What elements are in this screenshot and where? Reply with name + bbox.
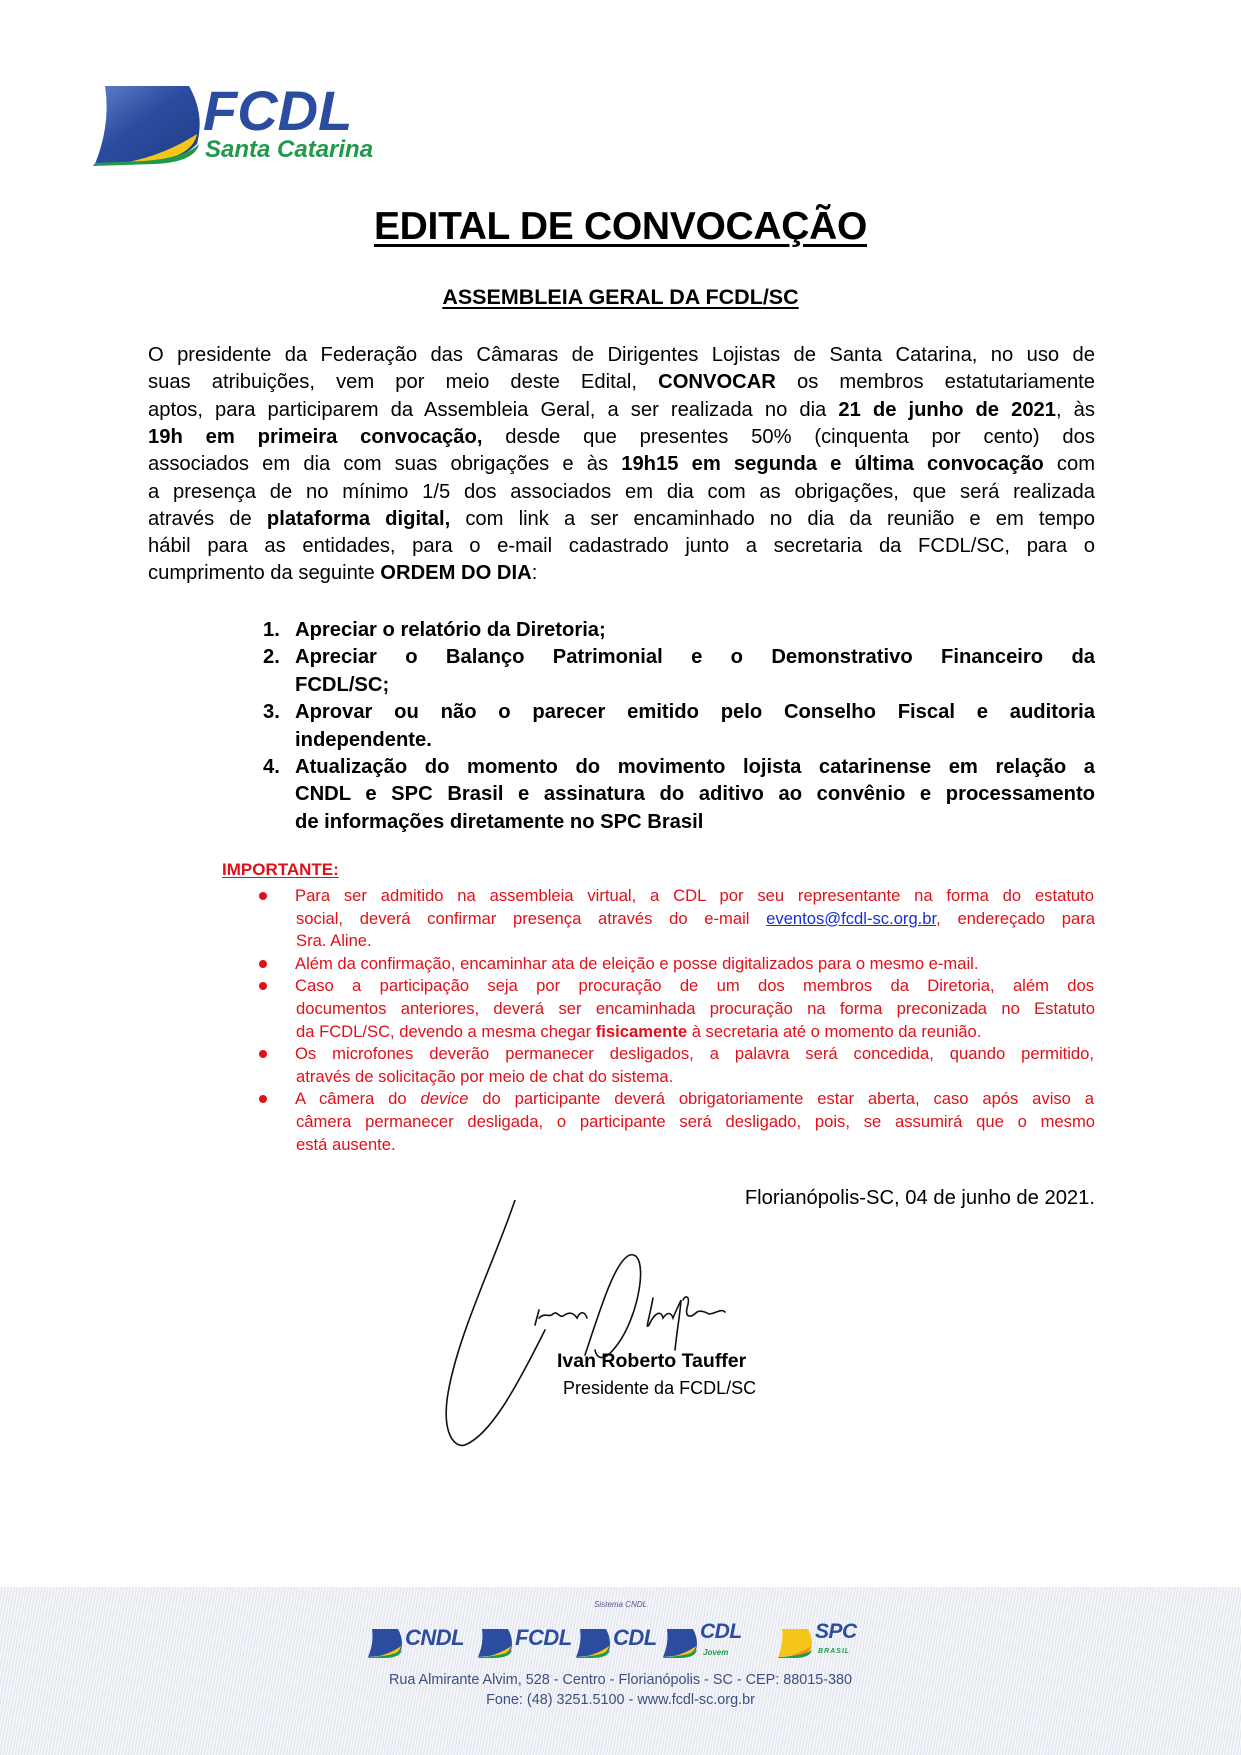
- footer-logo-mark-icon: [478, 1628, 514, 1658]
- fcdl-logo-mark-icon: [93, 84, 205, 166]
- bold-text: CONVOCAR: [658, 371, 776, 394]
- agenda-item-text: CNDL e SPC Brasil e assinatura do aditivo ao convênio e processamento: [295, 783, 1095, 806]
- text-segment: Os microfones deverão permanecer desligados, a palavra será concedida, quando permitido,: [295, 1044, 1094, 1064]
- agenda-item-text: Apreciar o Balanço Patrimonial e o Demonstrativo Financeiro da: [295, 646, 1095, 669]
- important-heading: IMPORTANTE:: [222, 860, 339, 879]
- paragraph-line: [148, 451, 1095, 478]
- important-item-line: [295, 1042, 1094, 1065]
- bullet-icon: [259, 892, 267, 900]
- bold-text: fisicamente: [595, 1021, 688, 1041]
- footer-logo-text: FCDL: [515, 1625, 572, 1650]
- text-segment: do participante deverá obrigatoriamente estar aberta, caso após aviso a: [468, 1089, 1094, 1109]
- paragraph-line: [148, 342, 1095, 369]
- signature-icon: [435, 1200, 855, 1450]
- paragraph-line: [148, 479, 1095, 506]
- footer-logo-mark-icon: [663, 1628, 699, 1658]
- subtitle-text: ASSEMBLEIA GERAL DA FCDL/SC: [442, 285, 799, 309]
- text-segment: aptos, para participarem da Assembleia Geral, a ser realizada no dia: [148, 398, 839, 421]
- bullet-icon: [259, 1050, 267, 1058]
- text-segment: Sra. Aline.: [296, 931, 372, 951]
- footer-logo-text: CDL: [700, 1620, 742, 1643]
- agenda-item-text: independente.: [295, 728, 432, 751]
- footer-logo-mark-icon: [576, 1628, 612, 1658]
- footer-logo-mark-icon: [368, 1628, 404, 1658]
- bold-text: 21 de junho de 2021: [838, 398, 1057, 421]
- text-segment: desde que presentes 50% (cinquenta por cento) dos: [482, 425, 1095, 448]
- footer-logo-subtext: Jovem: [703, 1648, 729, 1657]
- text-segment: O presidente da Federação das Câmaras de Dirigentes Lojistas de Santa Catarina, no uso de: [148, 344, 1095, 366]
- text-segment: através de solicitação por meio de chat do sistema.: [296, 1066, 674, 1086]
- text-segment: câmera permanecer desligada, o participante será desligado, pois, se assumirá que o mesmo: [296, 1112, 1095, 1131]
- important-item-line: [296, 929, 1095, 952]
- important-item-line: [296, 1065, 1095, 1088]
- bold-text: 19h15 em segunda e última convocação: [621, 453, 1044, 476]
- agenda-item-text: Aprovar ou não o parecer emitido pelo Conselho Fiscal e auditoria: [295, 701, 1095, 724]
- bold-text: 19h em primeira convocação,: [148, 425, 483, 448]
- paragraph-line: [148, 369, 1095, 396]
- important-item-line: [296, 1110, 1095, 1133]
- important-item-line: [295, 884, 1094, 907]
- text-segment: através de: [148, 507, 267, 530]
- text-segment: com link a ser encaminhado no dia da reunião e em tempo: [450, 507, 1095, 530]
- footer-system-label: Sistema CNDL: [594, 1600, 647, 1609]
- text-segment: associados em dia com suas obrigações e às: [148, 453, 622, 476]
- agenda-item-number: 4.: [263, 756, 280, 778]
- paragraph-line: [148, 506, 1095, 533]
- text-segment: hábil para as entidades, para o e-mail cadastrado junto a secretaria da FCDL/SC, para o: [148, 535, 1095, 558]
- italic-text: device: [420, 1089, 469, 1109]
- footer-address: Rua Almirante Alvim, 528 - Centro - Florianópolis - SC - CEP: 88015-380: [388, 1672, 853, 1688]
- text-segment: suas atribuições, vem por meio deste Edital,: [148, 371, 659, 394]
- text-segment: à secretaria até o momento da reunião.: [687, 1021, 982, 1041]
- paragraph-line: [148, 533, 1095, 560]
- agenda-item-number: 1.: [263, 619, 280, 641]
- footer-logo-mark-icon: [778, 1628, 814, 1658]
- agenda-item-text: FCDL/SC;: [295, 673, 390, 696]
- text-segment: , às: [1056, 398, 1096, 421]
- text-segment: social, deverá confirmar presença através do e-mail: [296, 908, 767, 928]
- important-item-line: [296, 1020, 1095, 1043]
- footer-logo-text: CDL: [613, 1625, 657, 1650]
- bullet-icon: [259, 982, 267, 990]
- signatory-role: Presidente da FCDL/SC: [563, 1378, 757, 1398]
- bold-text: plataforma digital,: [266, 507, 451, 530]
- text-segment: com: [1043, 453, 1096, 476]
- text-segment: os membros estatutariamente: [775, 371, 1096, 394]
- footer-logo-text: SPC: [815, 1620, 857, 1643]
- text-segment: Além da confirmação, encaminhar ata de eleição e posse digitalizados para o mesmo e-mail.: [295, 953, 979, 973]
- agenda-item-text: Apreciar o relatório da Diretoria;: [295, 619, 606, 641]
- email-link[interactable]: eventos@fcdl-sc.org.br: [766, 908, 937, 928]
- logo-subtitle: Santa Catarina: [205, 136, 374, 163]
- text-segment: da FCDL/SC, devendo a mesma chegar: [296, 1021, 596, 1041]
- title-text: EDITAL DE CONVOCAÇÃO: [373, 205, 868, 248]
- important-item-line: [295, 974, 1094, 997]
- text-segment: , endereçado para: [936, 908, 1096, 928]
- fcdl-logo: [93, 79, 393, 168]
- date-line: Florianópolis-SC, 04 de junho de 2021.: [744, 1187, 1095, 1209]
- bullet-icon: [259, 1095, 267, 1103]
- bullet-icon: [259, 960, 267, 968]
- important-item-line: [296, 907, 1095, 930]
- text-segment: a presença de no mínimo 1/5 dos associados em dia com as obrigações, que será realizada: [148, 480, 1095, 503]
- signatory-name: Ivan Roberto Tauffer: [557, 1350, 747, 1372]
- paragraph-line: [148, 397, 1095, 424]
- footer-band: [0, 1587, 1241, 1755]
- text-segment: :: [531, 562, 538, 585]
- agenda-item-number: 3.: [263, 701, 280, 724]
- important-item-line: [296, 1133, 1095, 1156]
- footer-logos: [368, 1622, 878, 1664]
- text-segment: A câmera do: [295, 1089, 421, 1109]
- text-segment: cumprimento da seguinte: [148, 562, 381, 585]
- paragraph-line: [148, 424, 1095, 451]
- text-segment: documentos anteriores, deverá ser encaminhada procuração na forma preconizada no Estatuto: [296, 999, 1095, 1018]
- important-item-line: [295, 1087, 1094, 1110]
- bold-text: ORDEM DO DIA: [380, 562, 532, 585]
- important-item-line: [296, 997, 1095, 1020]
- paragraph-line: [148, 560, 1095, 587]
- document-subtitle: [0, 285, 1241, 310]
- agenda-item-text: Atualização do momento do movimento lojista catarinense em relação a: [295, 756, 1095, 778]
- text-segment: está ausente.: [296, 1134, 396, 1154]
- document-title: [0, 205, 1241, 249]
- logo-brand-text: FCDL: [203, 79, 353, 142]
- text-segment: Caso a participação seja por procuração de um dos membros da Diretoria, além dos: [295, 976, 1094, 996]
- agenda-item-text: de informações diretamente no SPC Brasil: [295, 810, 704, 833]
- text-segment: Para ser admitido na assembleia virtual, a CDL por seu representante na forma do estatuto: [295, 886, 1094, 905]
- footer-logo-text: CNDL: [405, 1625, 465, 1650]
- footer-logo-subtext: BRASIL: [818, 1648, 851, 1655]
- agenda-item-number: 2.: [263, 646, 280, 669]
- important-item-line: [295, 952, 1094, 975]
- footer-phone-website: Fone: (48) 3251.5100 - www.fcdl-sc.org.br: [486, 1692, 755, 1708]
